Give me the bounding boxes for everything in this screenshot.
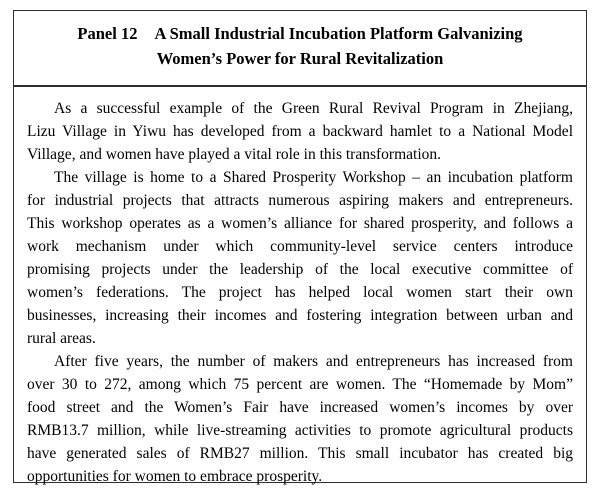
panel-title-line2: Women’s Power for Rural Revitalization (156, 49, 444, 68)
text-line: over 30 to 272, among which 75 percent are women. The “Homemade by Mom” (27, 376, 573, 393)
panel-number: Panel 12 (77, 24, 138, 43)
paragraph (27, 166, 573, 350)
paragraph (27, 350, 573, 488)
panel-title-line1 (14, 21, 586, 46)
panel-title-text: A Small Industrial Incubation Platform Galvanizing (154, 24, 523, 43)
text-line: work mechanism under which community-level service centers introduce (27, 238, 573, 255)
text-line: As a successful example of the Green Rural Revival Program in Zhejiang, (54, 100, 573, 117)
panel-12-box (13, 10, 587, 483)
text-line: rural areas. (27, 330, 96, 347)
text-line: RMB13.7 million, while live-streaming activities to promote agricultural products (27, 422, 573, 439)
text-line: This workshop operates as a women’s alliance for shared prosperity, and follows a (27, 215, 573, 232)
text-line: food street and the Women’s Fair have increased women’s incomes by over (27, 399, 573, 416)
text-line: opportunities for women to embrace prosperity. (27, 468, 323, 485)
text-line: for industrial projects that attracts numerous aspiring makers and entrepreneurs. (27, 192, 573, 209)
text-line: promising projects under the leadership of the local executive committee of (27, 261, 573, 278)
text-line: The village is home to a Shared Prosperity Workshop – an incubation platform (54, 169, 573, 186)
paragraph (27, 97, 573, 166)
text-line: women’s federations. The project has helped local women start their own (27, 284, 573, 301)
text-line: Lizu Village in Yiwu has developed from a backward hamlet to a National Model (27, 123, 573, 140)
text-line: Village, and women have played a vital role in this transformation. (27, 146, 442, 163)
text-line: After five years, the number of makers and entrepreneurs has increased from (54, 353, 573, 370)
text-line: have generated sales of RMB27 million. This small incubator has created big (27, 445, 573, 462)
panel-title (14, 11, 586, 87)
text-line: businesses, increasing their incomes and fostering integration between urban and (27, 307, 573, 324)
panel-body (14, 87, 586, 488)
